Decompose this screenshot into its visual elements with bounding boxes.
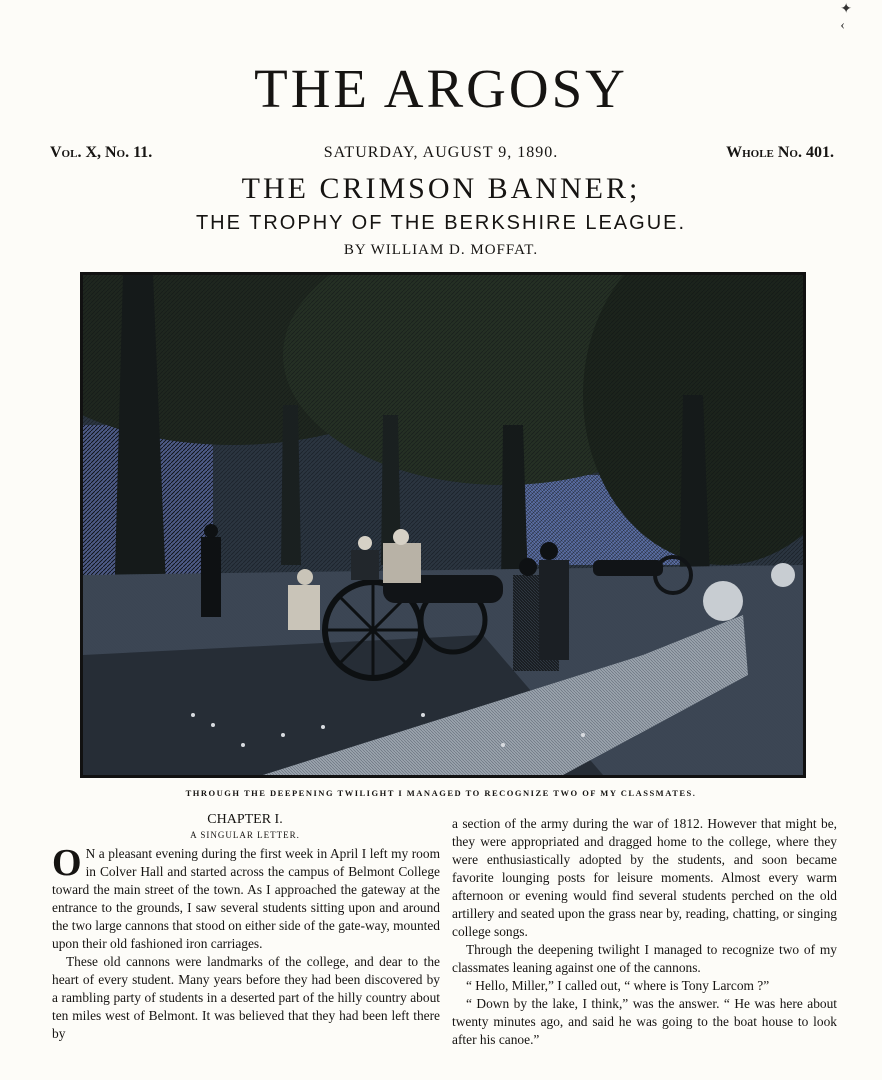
issue-date: SATURDAY, AUGUST 9, 1890. [323, 144, 559, 161]
paragraph: Through the deepening twilight I managed to recognize two of my classmates leaning against one of the cannons. [452, 942, 837, 975]
volume-number: Vol. X, No. 11. [50, 144, 153, 161]
seated-student [288, 585, 320, 630]
margin-marks: ✦ ‹ [840, 2, 852, 33]
illustration-caption: THROUGH THE DEEPENING TWILIGHT I MANAGED TO RECOGNIZE TWO OF MY CLASSMATES. [185, 788, 697, 798]
text-column-left [52, 842, 440, 1043]
story-title: THE CRIMSON BANNER; [241, 172, 641, 205]
paragraph-text: N a pleasant evening during the first week in April I left my room in Colver Hall and started across the campus of Belmont College toward the main street of the town. As I approached the gateway at the entrance to the grounds, I saw several students sitting upon and around the two large cannons that stood on either side of the gate-way, mounted upon their old fashioned iron carriages. [52, 846, 440, 951]
paragraph: “ Down by the lake, I think,” was the answer. “ He was here about twenty minutes ago, and said he was going to the boat house to look after his canoe.” [452, 996, 837, 1047]
paragraph: “ Hello, Miller,” I called out, “ where is Tony Larcom ?” [466, 978, 770, 993]
chapter-subheading: A SINGULAR LETTER. [190, 830, 300, 840]
story-byline: BY WILLIAM D. MOFFAT. [343, 242, 539, 258]
chapter-heading: CHAPTER I. [207, 812, 283, 827]
engraving-scene [83, 275, 803, 775]
paragraph [52, 842, 440, 953]
illustration [80, 272, 806, 778]
whole-number: Whole No. 401. [726, 144, 834, 161]
wall-ornament-ball [703, 581, 743, 621]
student-on-cannon [383, 543, 421, 583]
standing-student [201, 537, 221, 617]
paragraph: a section of the army during the war of 1812. However that might be, they were appropriated and dragged home to the college, where they were enthusiastically adopted by the students, and soon became favorite lounging posts for leisure moments. Almost every warm afternoon or evening would find several students perched on the old artillery and seated upon the grass near by, reading, chatting, or singing college songs. [452, 816, 837, 939]
text-column-right [452, 815, 837, 1049]
drop-cap: O [52, 842, 82, 884]
masthead: THE ARGOSY [254, 58, 628, 119]
paragraph: These old cannons were landmarks of the college, and dear to the heart of every student. Many years before they had been discovered by a rambling party of students in a deserted part of the hilly country about ten miles west of Belmont. It was believed that they had been left there by [52, 954, 440, 1041]
story-subtitle: THE TROPHY OF THE BERKSHIRE LEAGUE. [195, 212, 687, 234]
